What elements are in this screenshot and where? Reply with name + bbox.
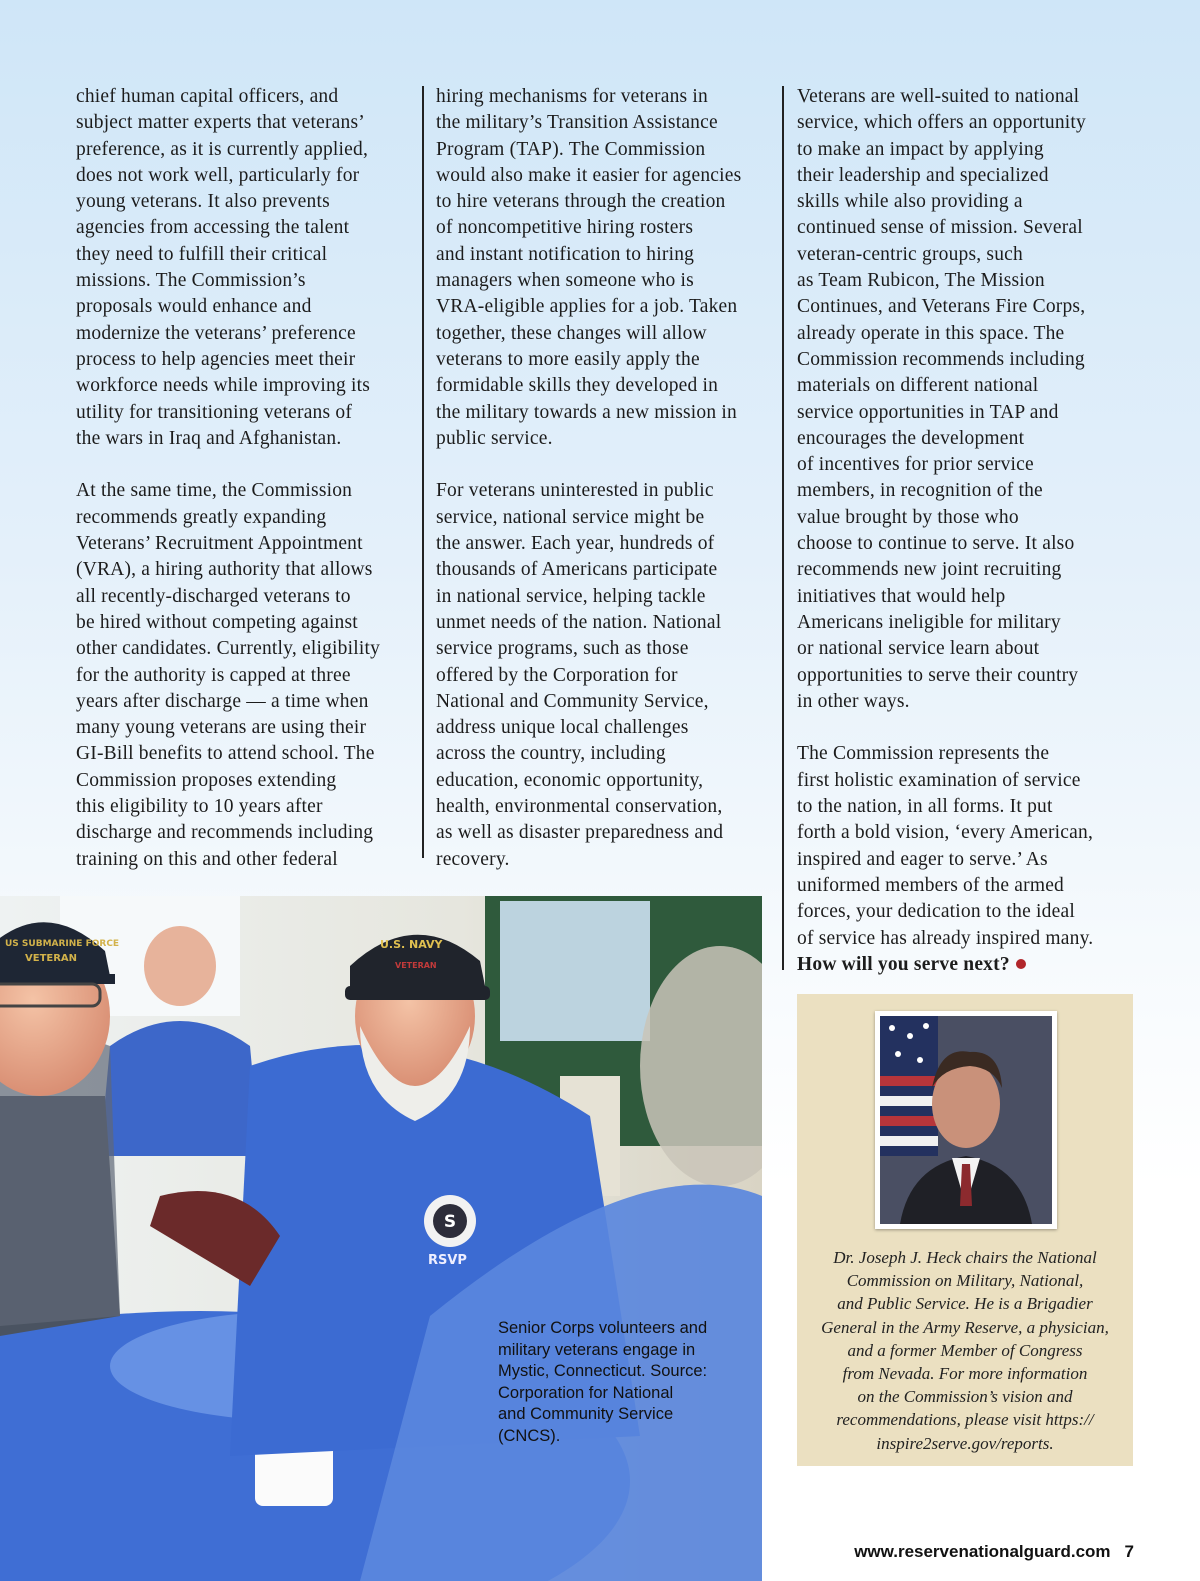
photo-caption: Senior Corps volunteers and military veterans engage in Mystic, Connecticut. Source: Corporation for National and Community Service (CNCS).	[498, 1319, 708, 1445]
cap-1-text: U.S. NAVY	[380, 938, 443, 951]
veterans-photo	[0, 896, 762, 1581]
cap-2-subtext: VETERAN	[25, 953, 78, 964]
bio-sidebar	[797, 994, 1133, 1466]
end-mark-icon	[1016, 959, 1026, 969]
article-column-2: hiring mechanisms for veterans in the military’s Transition Assistance Program (TAP). The Commission would also make it easier for agencies to hire veterans through the creation of noncompetitive hiring rosters and instant notification to hiring managers when someone who is VRA-eligible applies for a job. Taken together, these changes will allow veterans to more easily apply the formidable skills they developed in the military towards a new mission in public service. For veterans uninterested in public service, national service might be the answer. Each year, hundreds of thousands of Americans participate in national service, helping tackle unmet needs of the nation. National service programs, such as those offered by the Corporation for National and Community Service, address unique local challenges across the country, including education, economic opportunity, health, environmental conservation, as well as disaster preparedness and recovery.	[436, 86, 742, 870]
closing-question: How will you serve next?	[797, 953, 1010, 975]
cap-2-text: US SUBMARINE FORCE	[5, 939, 120, 949]
column-divider-1	[422, 86, 424, 858]
website-url[interactable]: www.reservenationalguard.com	[854, 1542, 1111, 1561]
bio-caption: Dr. Joseph J. Heck chairs the National Commission on Military, National, and Public Service. He is a Brigadier General in the Army Reserve, a physician, and a former Member of Congress from Nevada. For more information on the Commission’s vision and recommendations, please visit https:// inspire2serve.gov/reports.	[821, 1248, 1109, 1453]
article-column-3-text: Veterans are well-suited to national service, which offers an opportunity to make an impact by applying their leadership and specialized skills while also providing a continued sense of mission. Several veteran-centric groups, such as Team Rubicon, The Mission Continues, and Veterans Fire Corps, already operate in this space. The Commission recommends including materials on different national service opportunities in TAP and encourages the development of incentives for prior service members, in recognition of the value brought by those who choose to continue to serve. It also recommends new joint recruiting initiatives that would help Americans ineligible for military or national service learn about opportunities to serve their country in other ways. The Commission represents the first holistic examination of service to the nation, in all forms. It put forth a bold vision, ‘every American, inspired and eager to serve.’ As uniformed members of the armed forces, your dedication to the ideal of service has already inspired many.	[797, 86, 1094, 949]
portrait-photo	[875, 1011, 1057, 1229]
page-number: 7	[1124, 1542, 1134, 1561]
cap-1-subtext: VETERAN	[395, 961, 437, 970]
article-column-1: chief human capital officers, and subject matter experts that veterans’ preference, as it is currently applied, does not work well, particularly for young veterans. It also prevents agencies from accessing the talent they need to fulfill their critical missions. The Commission’s proposals would enhance and modernize the veterans’ preference process to help agencies meet their workforce needs while improving its utility for transitioning veterans of the wars in Iraq and Afghanistan. At the same time, the Commission recommends greatly expanding Veterans’ Recruitment Appointment (VRA), a hiring authority that allows all recently-discharged veterans to be hired without competing against other candidates. Currently, eligibility for the authority is capped at three years after discharge — a time when many young veterans are using their GI-Bill benefits to attend school. The Commission proposes extending this eligibility to 10 years after discharge and recommends including training on this and other federal	[76, 86, 381, 870]
veterans-photo-illustration	[0, 896, 762, 1581]
senior-corps-logo: S	[443, 1212, 457, 1232]
article-column-3	[797, 84, 1142, 978]
shirt-text: RSVP	[428, 1253, 467, 1268]
page-footer	[854, 1542, 1134, 1562]
column-divider-2	[782, 86, 784, 970]
portrait-illustration	[880, 1016, 1052, 1224]
